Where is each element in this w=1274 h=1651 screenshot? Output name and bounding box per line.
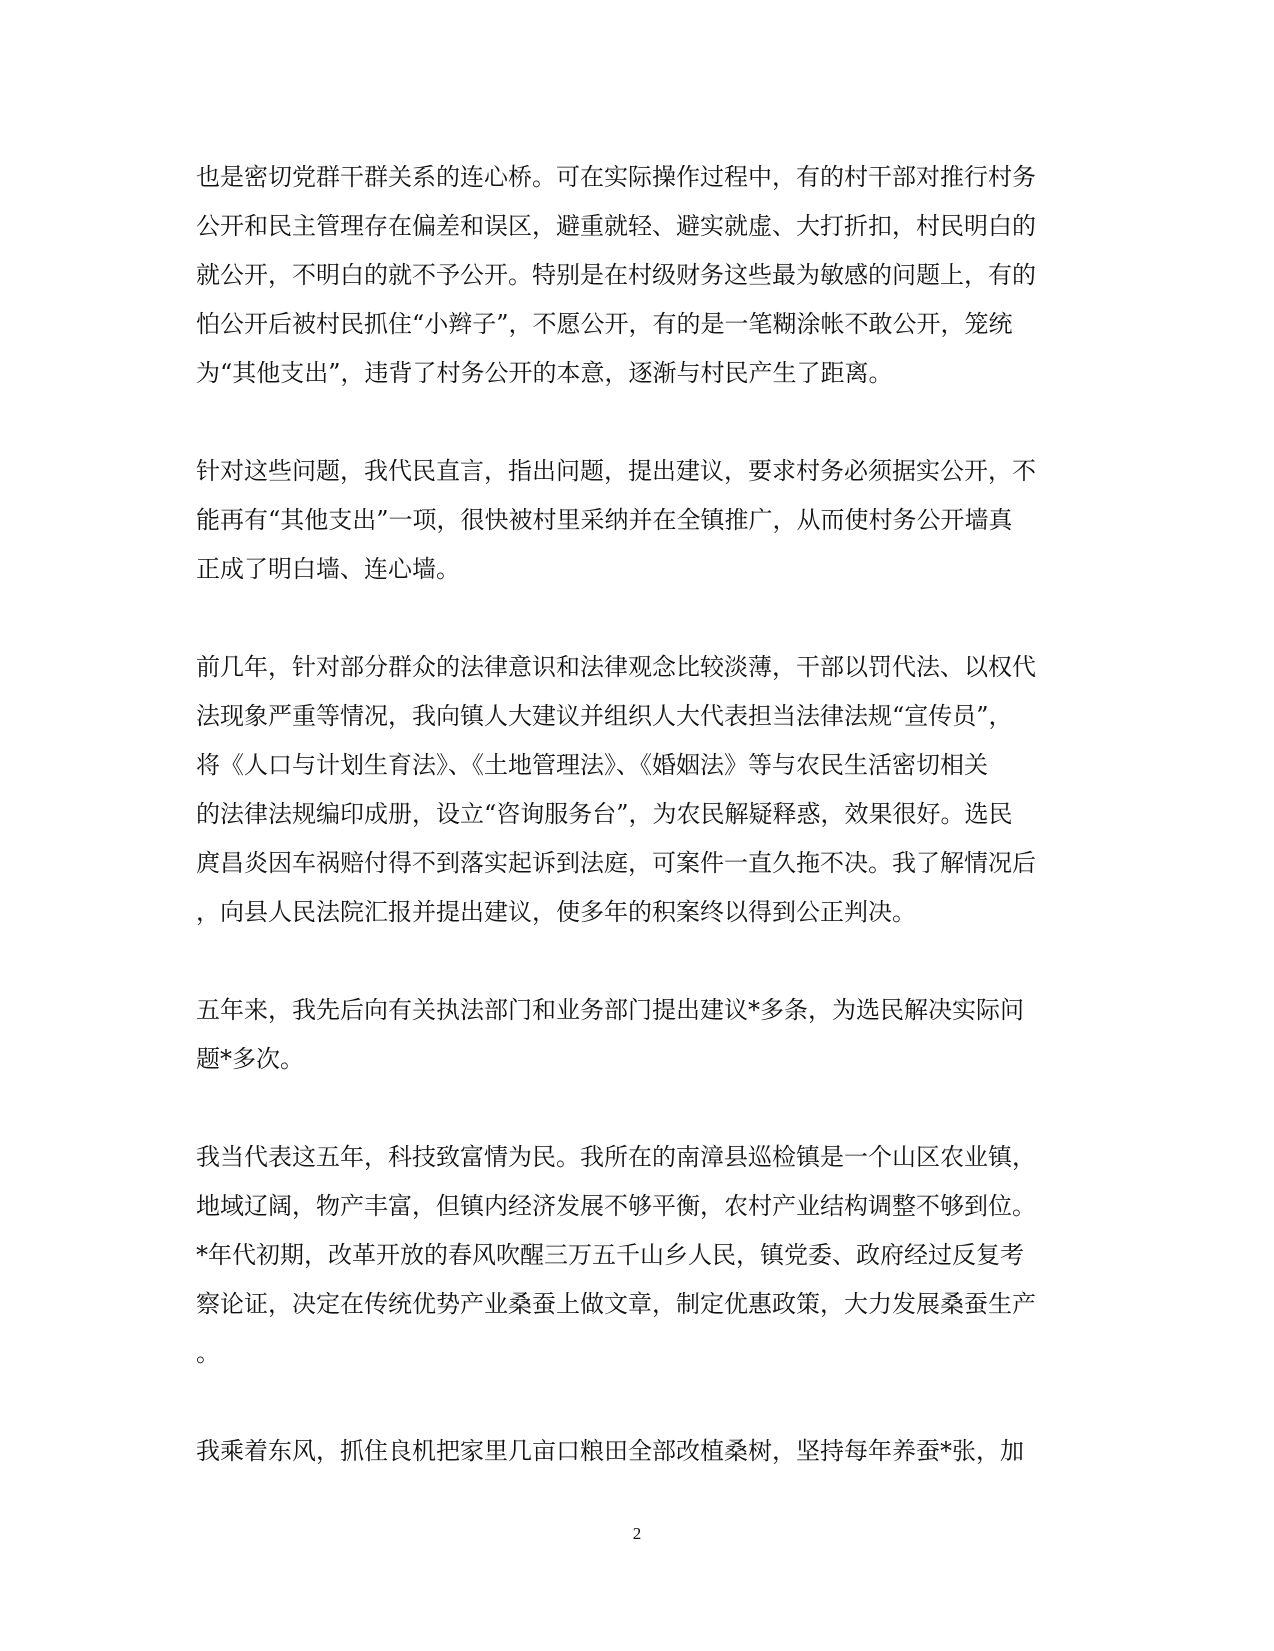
paragraph-3: 前几年，针对部分群众的法律意识和法律观念比较淡薄，干部以罚代法、以权代 法现象严重等情况，我向镇人大建议并组织人大代表担当法律法规“宣传员”， 将《人口与计划生育法》、《土地管理法》、《婚姻法》等与农民生活密切相关 的法律法规编印成册，设立“咨询服务台”，为农民解疑释惑，效果很好。选民 庹昌炎因车祸赔付得不到落实起诉到法庭，可案件一直久拖不决。我了解情况后 ，向县人民法院汇报并提出建议，使多年的积案终以得到公正判决。 bbox=[196, 653, 1036, 926]
paragraph-5: 我当代表这五年，科技致富情为民。我所在的南漳县巡检镇是一个山区农业镇， 地域辽阔，物产丰富，但镇内经济发展不够平衡，农村产业结构调整不够到位。 *年代初期，改革开放的春风吹醒三万五千山乡人民，镇党委、政府经过反复考 察论证，决定在传统优势产业桑蚕上做文章，制定优惠政策，大力发展桑蚕生产 。 bbox=[196, 1143, 1036, 1367]
paragraph-1: 也是密切党群干群关系的连心桥。可在实际操作过程中，有的村干部对推行村务 公开和民主管理存在偏差和误区，避重就轻、避实就虚、大打折扣，村民明白的 就公开，不明白的就不予公开。特别是在村级财务这些最为敏感的问题上，有的 怕公开后被村民抓住“小辫子”，不愿公开，有的是一笔糊涂帐不敢公开，笼统 为“其他支出”，违背了村务公开的本意，逐渐与村民产生了距离。 bbox=[196, 163, 1036, 387]
page-number: 2 bbox=[632, 1524, 642, 1543]
paragraph-2: 针对这些问题，我代民直言，指出问题，提出建议，要求村务必须据实公开，不 能再有“其他支出”一项，很快被村里采纳并在全镇推广，从而使村务公开墙真 正成了明白墙、连心墙。 bbox=[196, 457, 1036, 583]
paragraph-4: 五年来，我先后向有关执法部门和业务部门提出建议*多条，为选民解决实际问 题*多次。 bbox=[196, 996, 1024, 1073]
document-body bbox=[196, 153, 1076, 1525]
paragraph-6: 我乘着东风，抓住良机把家里几亩口粮田全部改植桑树，坚持每年养蚕*张，加 bbox=[196, 1437, 1024, 1465]
